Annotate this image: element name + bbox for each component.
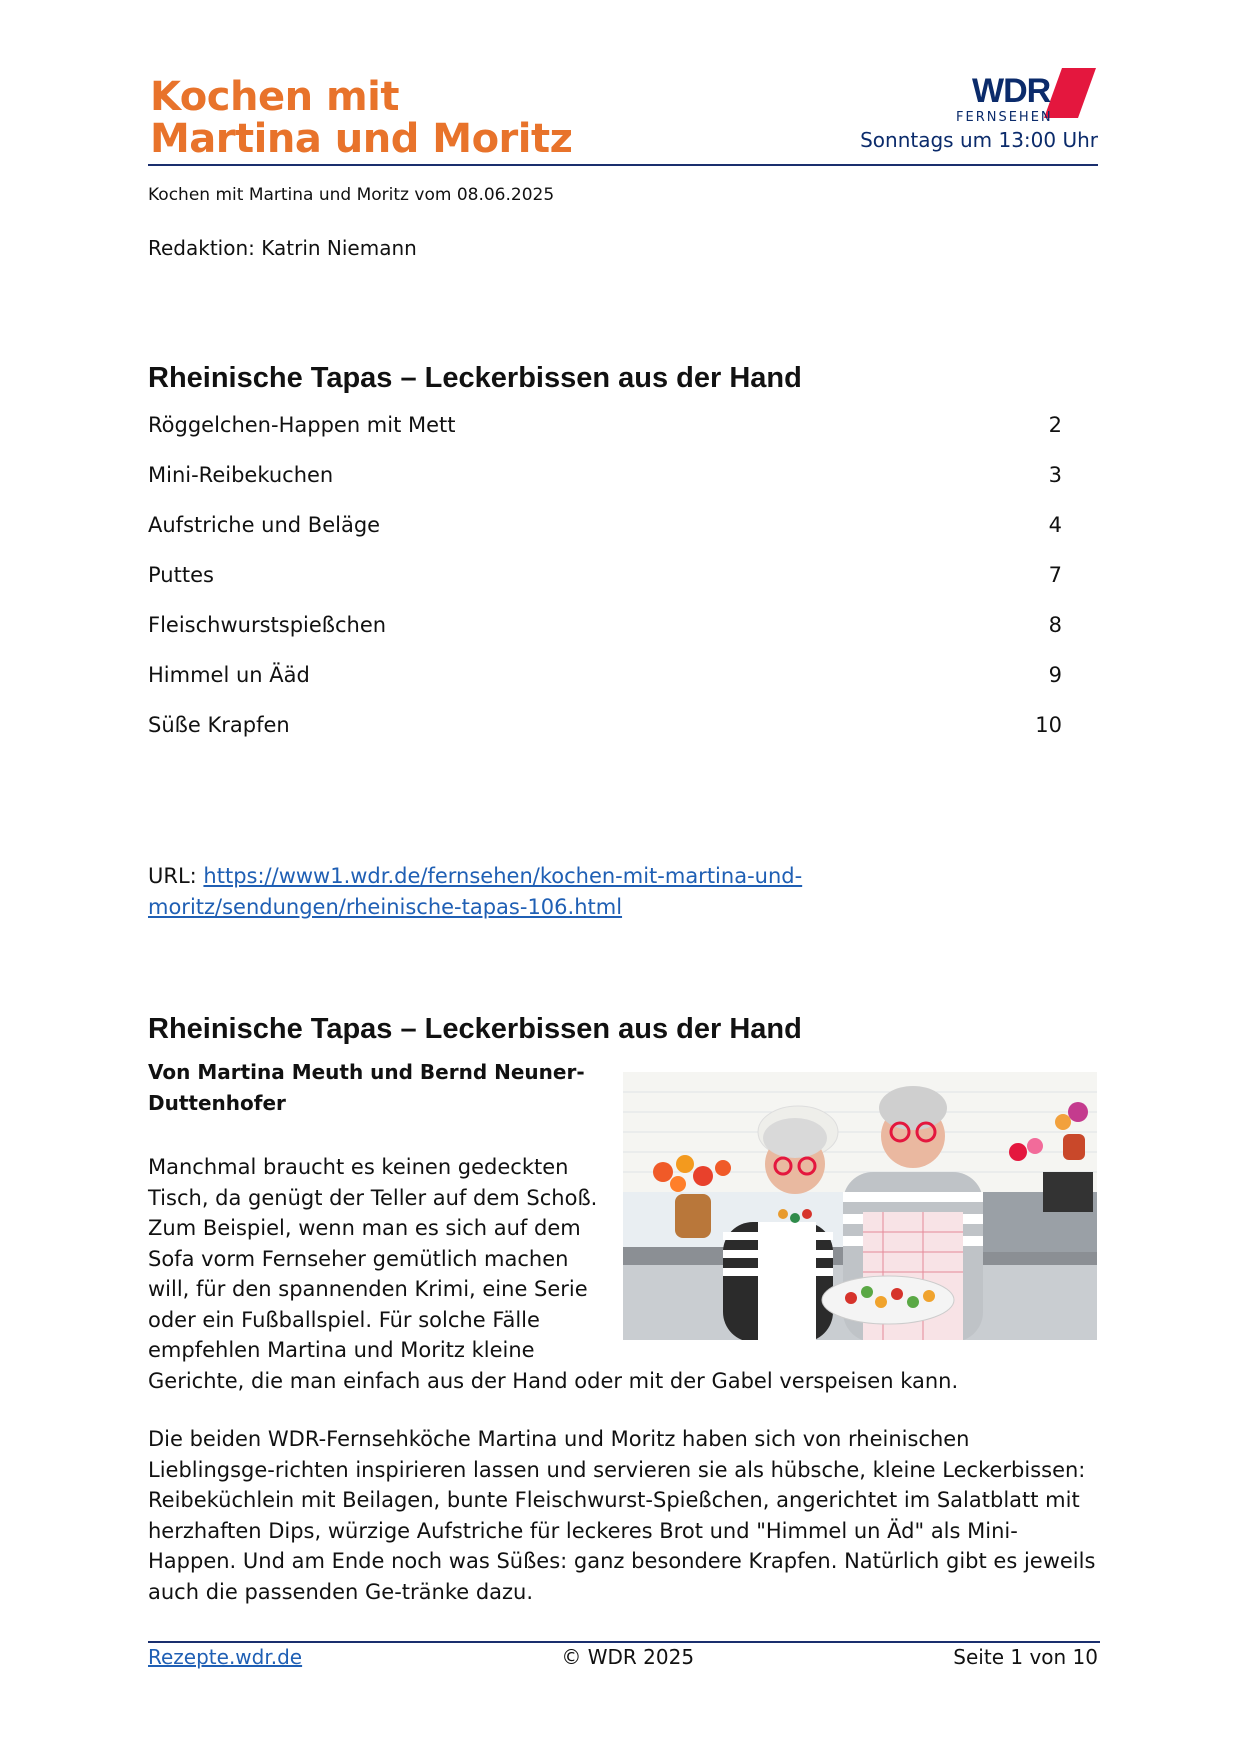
toc-item[interactable] xyxy=(148,560,1062,610)
toc-item-page: 9 xyxy=(1048,663,1062,687)
toc-item[interactable] xyxy=(148,410,1062,460)
footer-site-link[interactable]: Rezepte.wdr.de xyxy=(148,1645,303,1669)
toc-item[interactable] xyxy=(148,510,1062,560)
wdr-logo-text: WDR xyxy=(972,72,1051,110)
toc-item-page: 7 xyxy=(1048,563,1062,587)
toc-item-page: 4 xyxy=(1048,513,1062,537)
toc-item-page: 8 xyxy=(1048,613,1062,637)
broadcast-schedule: Sonntags um 13:00 Uhr xyxy=(860,128,1098,152)
photo-float-spacer xyxy=(624,1152,1098,1340)
source-url xyxy=(148,861,908,923)
url-link-part-1[interactable]: https://www1.wdr.de/fernsehen/kochen-mit-martina-und- xyxy=(203,864,803,888)
toc-item-label: Süße Krapfen xyxy=(148,713,290,737)
url-label: URL: xyxy=(148,864,204,888)
toc-item-label: Puttes xyxy=(148,563,214,587)
url-link-part-2[interactable]: moritz/sendungen/rheinische-tapas-106.html xyxy=(148,895,623,919)
toc-title: Rheinische Tapas – Leckerbissen aus der Hand xyxy=(148,362,802,394)
intro-text: Manchmal braucht es keinen gedeckten Tisch, da genügt der Teller auf dem Schoß. Zum Beispiel, wenn man es sich auf dem Sofa vorm Fernseher gemütlich machen will, für den spannenden Krimi, eine Serie oder ein Fußballspiel. Für solche Fälle empfehlen Martina und Moritz kleine Gerichte, die man einfach aus der Hand oder mit der Gabel verspeisen kann. xyxy=(148,1155,959,1393)
authors-line-2: Duttenhofer xyxy=(148,1091,286,1115)
footer-copyright: © WDR 2025 xyxy=(561,1645,695,1669)
show-brand-title xyxy=(150,76,572,160)
brand-line-1: Kochen mit xyxy=(150,74,400,120)
toc-item-page: 10 xyxy=(1035,713,1062,737)
toc-item[interactable] xyxy=(148,460,1062,510)
header-divider xyxy=(148,164,1098,166)
article-title: Rheinische Tapas – Leckerbissen aus der Hand xyxy=(148,1013,802,1045)
toc-item[interactable] xyxy=(148,610,1062,660)
article-authors xyxy=(148,1057,588,1119)
toc-item-label: Aufstriche und Beläge xyxy=(148,513,381,537)
toc-item[interactable] xyxy=(148,710,1062,760)
page-footer xyxy=(148,1642,1098,1672)
editor-line: Redaktion: Katrin Niemann xyxy=(148,236,417,260)
toc-item-label: Fleischwurstspießchen xyxy=(148,613,387,637)
episode-line: Kochen mit Martina und Moritz vom 08.06.2025 xyxy=(148,185,555,205)
table-of-contents xyxy=(148,410,1062,760)
toc-item-label: Röggelchen-Happen mit Mett xyxy=(148,413,456,437)
toc-item-page: 3 xyxy=(1048,463,1062,487)
footer-page-number: Seite 1 von 10 xyxy=(953,1645,1098,1669)
toc-item-label: Himmel un Ääd xyxy=(148,663,310,687)
article-body: Die beiden WDR-Fernsehköche Martina und Moritz haben sich von rheinischen Lieblingsge-richten inspirieren lassen und servieren sie als hübsche, kleine Leckerbissen: Reibeküchlein mit Beilagen, bunte Fleischwurst-Spießchen, angerichtet im Salatblatt mit herzhaften Dips, würzige Aufstriche für leckeres Brot und "Himmel un Äd" als Mini-Happen. Und am Ende noch was Süßes: ganz besondere Krapfen. Natürlich gibt es jeweils auch die passenden Ge-tränke dazu. xyxy=(148,1427,1096,1604)
authors-line-1: Von Martina Meuth und Bernd Neuner- xyxy=(148,1060,585,1084)
toc-item[interactable] xyxy=(148,660,1062,710)
toc-item-label: Mini-Reibekuchen xyxy=(148,463,334,487)
article-intro xyxy=(148,1152,1098,1396)
toc-item-page: 2 xyxy=(1048,413,1062,437)
wdr-logo-subtitle: FERNSEHEN xyxy=(956,110,1053,125)
brand-line-2: Martina und Moritz xyxy=(150,116,573,162)
